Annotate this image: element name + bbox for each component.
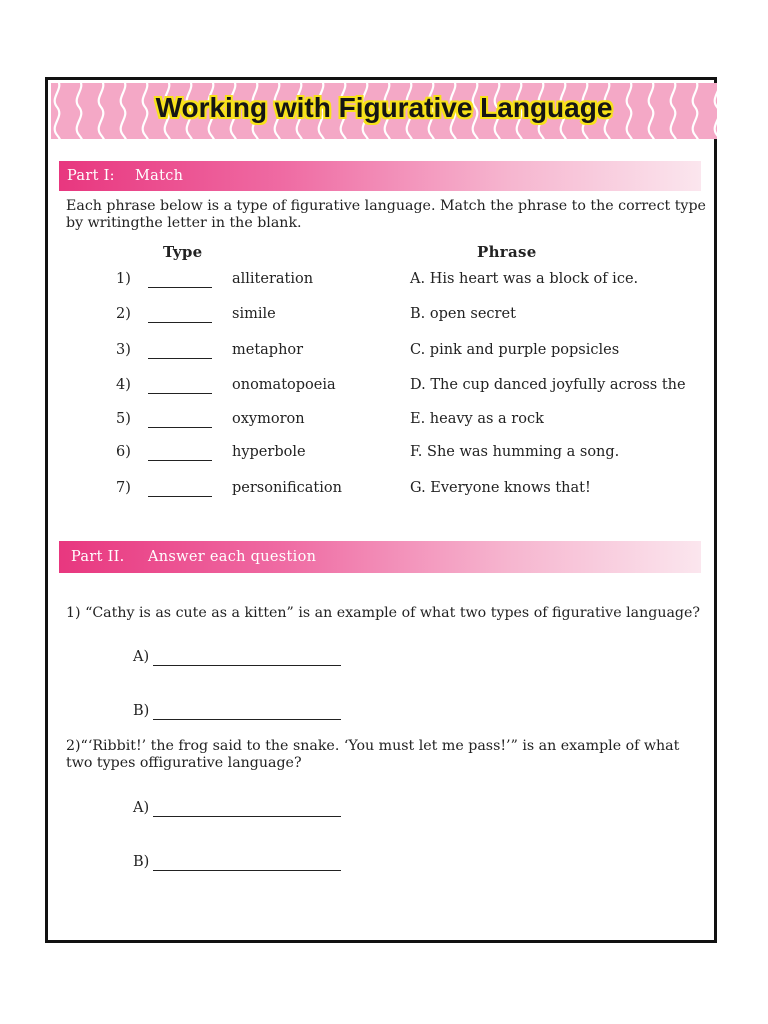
phrase-option: F. She was humming a song. <box>410 444 620 460</box>
answer-line-q2-b[interactable] <box>133 854 149 870</box>
figure-type: simile <box>232 306 276 322</box>
answer-line-q1-a[interactable] <box>133 649 149 665</box>
phrase-option: D. The cup danced joyfully across the <box>410 377 686 393</box>
phrase-option: A. His heart was a block of ice. <box>410 271 639 287</box>
answer-line-q1-b[interactable] <box>133 703 149 719</box>
question-1: 1) “Cathy is as cute as a kitten” is an example of what two types of figurative language? <box>66 605 701 621</box>
phrase-option: G. Everyone knows that! <box>410 480 591 496</box>
phrase-option: B. open secret <box>410 306 516 322</box>
match-row <box>0 271 768 291</box>
row-number: 3) <box>116 342 131 358</box>
match-row <box>0 411 768 431</box>
part1-name: Match <box>135 168 184 184</box>
match-row <box>0 342 768 362</box>
figure-type: alliteration <box>232 271 314 287</box>
match-row <box>0 377 768 397</box>
match-row <box>0 480 768 500</box>
row-number: 1) <box>116 271 131 287</box>
part2-header <box>59 541 701 573</box>
answer-blank[interactable] <box>148 427 212 428</box>
figure-type: hyperbole <box>232 444 306 460</box>
answer-label: A) <box>133 649 150 665</box>
part2-name: Answer each question <box>148 549 317 565</box>
answer-blank[interactable] <box>148 358 212 359</box>
answer-blank[interactable] <box>148 322 212 323</box>
row-number: 5) <box>116 411 131 427</box>
answer-label: A) <box>133 800 150 816</box>
answer-blank[interactable] <box>148 393 212 394</box>
answer-label: B) <box>133 703 150 719</box>
figure-type: oxymoron <box>232 411 305 427</box>
answer-blank[interactable] <box>148 460 212 461</box>
part2-label: Part II. <box>71 549 125 565</box>
title-banner <box>51 83 717 139</box>
part1-instructions: Each phrase below is a type of figurative language. Match the phrase to the correct type by writingthe letter in the blank. <box>66 198 706 231</box>
column-header-type: Type <box>163 243 203 261</box>
answer-blank[interactable] <box>148 496 212 497</box>
answer-blank[interactable] <box>148 287 212 288</box>
answer-label: B) <box>133 854 150 870</box>
answer-underline[interactable] <box>153 665 341 666</box>
part1-label: Part I: <box>67 168 115 184</box>
row-number: 7) <box>116 480 131 496</box>
match-row <box>0 306 768 326</box>
answer-underline[interactable] <box>153 719 341 720</box>
match-row <box>0 444 768 464</box>
row-number: 6) <box>116 444 131 460</box>
figure-type: onomatopoeia <box>232 377 336 393</box>
answer-underline[interactable] <box>153 870 341 871</box>
page-title: Working with Figurative Language <box>155 92 613 123</box>
column-header-phrase: Phrase <box>477 243 537 261</box>
question-2: 2)“‘Ribbit!’ the frog said to the snake. ‘You must let me pass!’” is an example of what two types offigurative language? <box>66 738 680 771</box>
phrase-option: C. pink and purple popsicles <box>410 342 620 358</box>
figure-type: personification <box>232 480 342 496</box>
part1-header <box>59 161 701 191</box>
figure-type: metaphor <box>232 342 304 358</box>
answer-underline[interactable] <box>153 816 341 817</box>
row-number: 4) <box>116 377 131 393</box>
phrase-option: E. heavy as a rock <box>410 411 544 427</box>
answer-line-q2-a[interactable] <box>133 800 149 816</box>
row-number: 2) <box>116 306 131 322</box>
